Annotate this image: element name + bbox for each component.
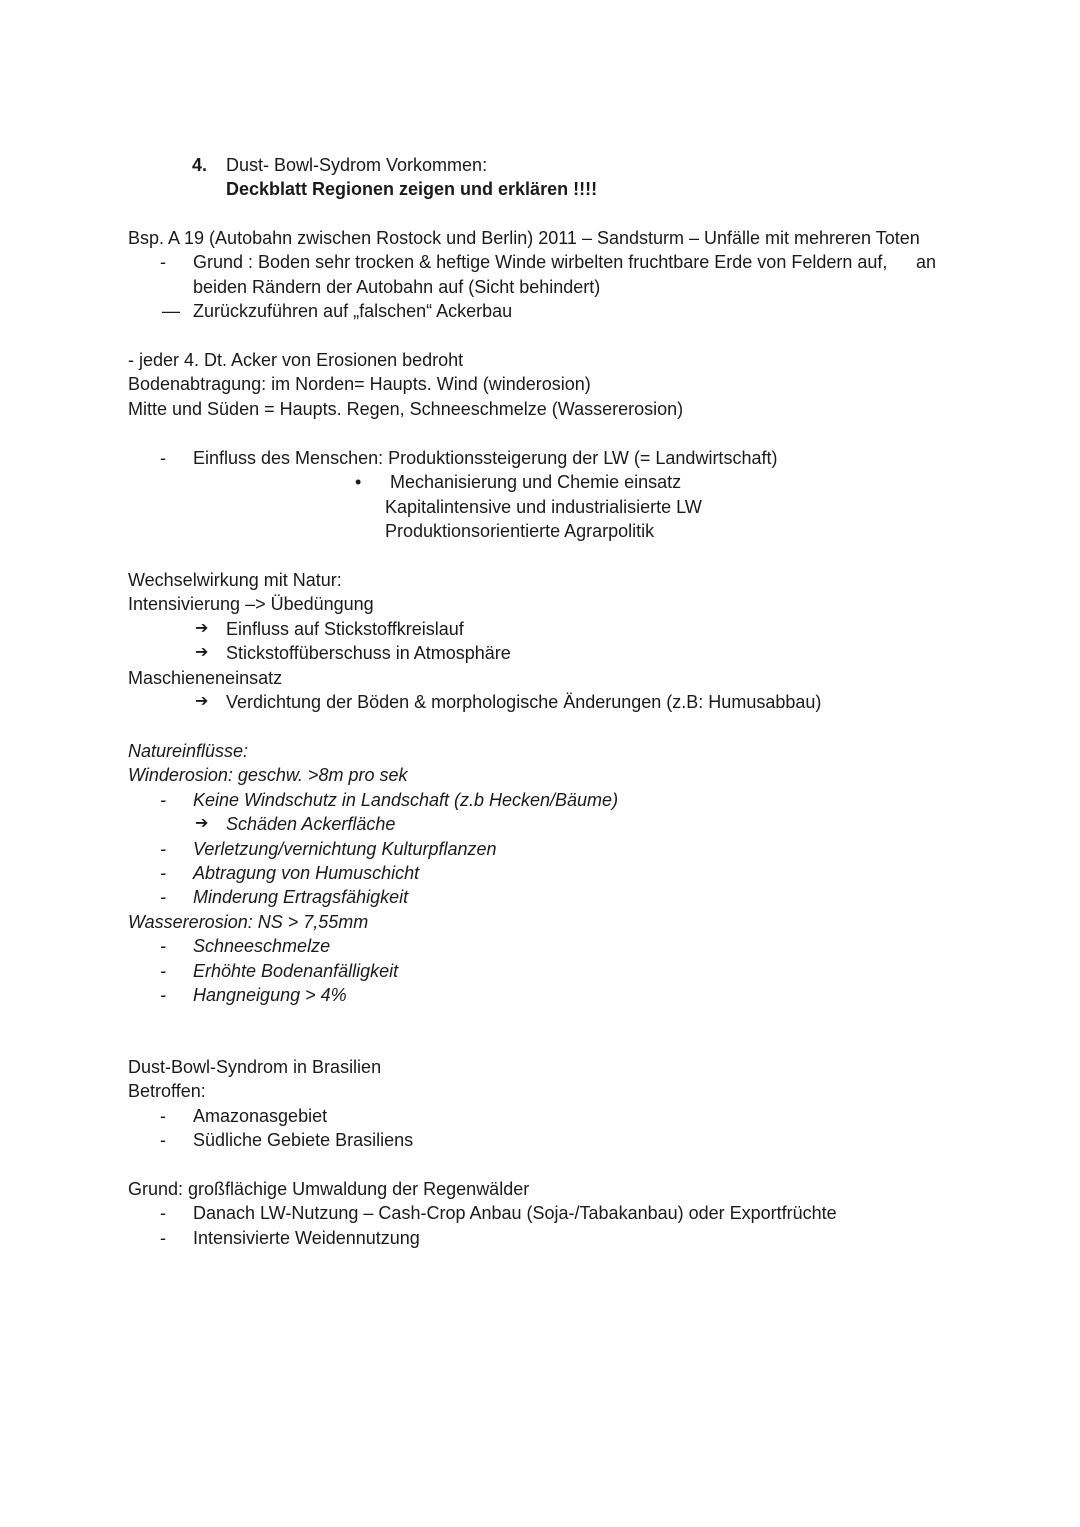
heading-title: Dust- Bowl-Sydrom Vorkommen: xyxy=(226,155,488,175)
wind-item-1: Keine Windschutz in Landschaft (z.b Hecken/Bäume) xyxy=(193,789,619,810)
grund-title: Grund: großflächige Umwaldung der Regenwälder xyxy=(128,1179,530,1199)
wind-title: Winderosion: geschw. >8m pro sek xyxy=(128,765,408,786)
list-marker: - xyxy=(160,887,166,908)
list-marker: - xyxy=(160,1203,166,1224)
list-marker: - xyxy=(160,838,166,859)
maschinen-arrow: Verdichtung der Böden & morphologische Änderungen (z.B: Humusabbau) xyxy=(226,691,822,712)
brasilien-title: Dust-Bowl-Syndrom in Brasilien xyxy=(128,1057,382,1077)
arrow-right-icon: ➔ xyxy=(195,692,209,710)
list-marker: - xyxy=(160,1227,166,1248)
list-marker: - xyxy=(160,1105,166,1126)
list-marker: - xyxy=(160,936,166,957)
brasilien-item-2: Südliche Gebiete Brasiliens xyxy=(193,1130,414,1151)
list-marker: - xyxy=(160,789,166,810)
arrow-right-icon: ➔ xyxy=(195,644,209,662)
einfluss-sub-2: Kapitalintensive und industrialisierte LW xyxy=(385,496,702,517)
wind-item-2: Verletzung/vernichtung Kulturpflanzen xyxy=(193,838,497,859)
erosion-line-2: Bodenabtragung: im Norden= Haupts. Wind (winderosion) xyxy=(128,374,591,395)
arrow-right-icon: ➔ xyxy=(195,619,209,637)
example-grund-line1: Grund : Boden sehr trocken & heftige Winde wirbelten fruchtbare Erde von Feldern auf, xyxy=(193,252,888,273)
maschinen-title: Maschieneneinsatz xyxy=(128,667,283,688)
wind-arrow: Schäden Ackerfläche xyxy=(226,814,396,835)
list-marker: - xyxy=(160,448,166,468)
list-marker: - xyxy=(160,984,166,1005)
wechselwirkung-title: Wechselwirkung mit Natur: xyxy=(128,570,342,590)
example-ackerbau: Zurückzuführen auf „falschen“ Ackerbau xyxy=(193,301,513,322)
grund-item-1: Danach LW-Nutzung – Cash-Crop Anbau (Soja-/Tabakanbau) oder Exportfrüchte xyxy=(193,1203,837,1224)
list-marker: - xyxy=(160,960,166,981)
erosion-line-3: Mitte und Süden = Haupts. Regen, Schneeschmelze (Wassererosion) xyxy=(128,398,684,419)
wasser-item-1: Schneeschmelze xyxy=(193,936,331,957)
einfluss-sub-1: Mechanisierung und Chemie einsatz xyxy=(390,472,682,493)
wechselwirkung-arrow-1: Einfluss auf Stickstoffkreislauf xyxy=(226,618,464,639)
einfluss-sub-3: Produktionsorientierte Agrarpolitik xyxy=(385,521,655,542)
wind-item-4: Minderung Ertragsfähigkeit xyxy=(193,887,409,908)
example-intro: Bsp. A 19 (Autobahn zwischen Rostock und Berlin) 2011 – Sandsturm – Unfälle mit mehreren Toten xyxy=(128,228,920,248)
wechselwirkung-line: Intensivierung –> Übedüngung xyxy=(128,594,374,615)
arrow-right-icon: ➔ xyxy=(195,815,209,833)
grund-item-2: Intensivierte Weidennutzung xyxy=(193,1227,420,1248)
brasilien-betroffen: Betroffen: xyxy=(128,1081,206,1102)
einfluss-label: Einfluss des Menschen: Produktionssteigerung der LW (= Landwirtschaft) xyxy=(193,448,778,468)
example-grund-line2: beiden Rändern der Autobahn auf (Sicht behindert) xyxy=(193,276,601,297)
example-grund-line1-end: an xyxy=(916,252,937,273)
brasilien-item-1: Amazonasgebiet xyxy=(193,1105,328,1126)
list-marker: - xyxy=(160,1130,166,1151)
list-marker: - xyxy=(160,252,166,273)
heading-subtitle: Deckblatt Regionen zeigen und erklären !!!! xyxy=(226,179,598,200)
erosion-line-1: - jeder 4. Dt. Acker von Erosionen bedroht xyxy=(128,350,464,370)
list-marker: - xyxy=(160,862,166,883)
heading-number: 4. xyxy=(192,155,208,175)
natur-title: Natureinflüsse: xyxy=(128,741,249,761)
wind-item-3: Abtragung von Humuschicht xyxy=(193,862,420,883)
wasser-item-3: Hangneigung > 4% xyxy=(193,984,347,1005)
list-marker: — xyxy=(162,301,180,322)
wasser-item-2: Erhöhte Bodenanfälligkeit xyxy=(193,960,399,981)
wasser-title: Wassererosion: NS > 7,55mm xyxy=(128,911,369,932)
wechselwirkung-arrow-2: Stickstoffüberschuss in Atmosphäre xyxy=(226,643,511,664)
bullet-icon: • xyxy=(355,472,362,493)
